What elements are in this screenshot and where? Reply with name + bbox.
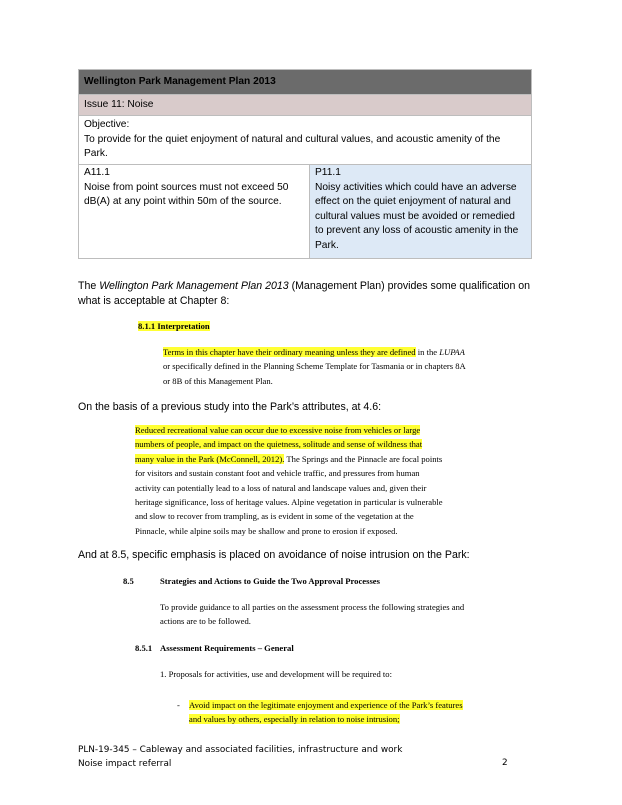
excerpt3-subsection-title: Assessment Requirements – General	[160, 643, 294, 653]
excerpt3-section-number: 8.5	[123, 576, 134, 586]
basis-paragraph: On the basis of a previous study into the Park’s attributes, at 4.6:	[78, 401, 382, 413]
excerpt2-body: Reduced recreational value can occur due to excessive noise from vehicles or large numbers of people, and impact on the quietness, solitude and sense of wildness that many value in the Park (McConnell, 2012). The Springs and the Pinnacle are focal points for visitors and sustain constant foot and vehicle traffic, and pressures from human activity can potentially lead to a loss of natural and landscape values and, given their heritage significance, loss of heritage values. Alpine vegetation in particular is vulnerable and slow to recover from trampling, as is evident in some of the vegetation at the Pinnacle, while alpine soils may be shallow and prone to erosion if exposed.	[135, 425, 443, 536]
excerpt1-lupaa: LUPAA	[439, 347, 465, 357]
acceptable-id: A11.1	[84, 167, 110, 178]
excerpt3-bullet-text: Avoid impact on the legitimate enjoyment and experience of the Park’s features and values by others, especially in relation to noise intrusion;	[189, 700, 463, 725]
bullet-dash: -	[177, 700, 180, 710]
intro-post: (Management Plan) provides some qualification on what is acceptable at Chapter 8:	[78, 280, 531, 307]
objective-label: Objective:	[84, 119, 130, 130]
table-standards-row	[79, 165, 531, 258]
excerpt1-body: Terms in this chapter have their ordinary meaning unless they are defined in the LUPAA or specifically defined in the Planning Scheme Template for Tasmania or in chapters 8A or 8B of this Management Plan.	[163, 347, 466, 386]
excerpt3-subsection-number: 8.5.1	[135, 643, 153, 653]
acceptable-text: Noise from point sources must not exceed 50 dB(A) at any point within 50m of the source.	[84, 181, 289, 207]
emphasis-paragraph: And at 8.5, specific emphasis is placed on avoidance of noise intrusion on the Park:	[78, 549, 470, 561]
table-objective-row	[79, 116, 531, 165]
intro-paragraph	[78, 279, 538, 309]
table-header: Wellington Park Management Plan 2013	[79, 70, 531, 95]
footer-reference: PLN-19-345 – Cableway and associated facilities, infrastructure and work	[78, 745, 403, 755]
intro-pre: The	[78, 280, 100, 292]
excerpt3-intro: To provide guidance to all parties on the assessment process the following strategies and actions are to be followed.	[160, 602, 465, 627]
performance-id: P11.1	[315, 167, 341, 178]
objective-text: To provide for the quiet enjoyment of natural and cultural values, and acoustic amenity of the Park.	[84, 133, 501, 159]
acceptable-solution-cell	[79, 165, 310, 258]
footer-title: Noise impact referral	[78, 758, 172, 769]
performance-text: Noisy activities which could have an adverse effect on the quiet enjoyment of natural and cultural values must be avoided or remedied to prevent any loss of acoustic amenity in the Park.	[315, 181, 519, 251]
page-number: 2	[502, 758, 508, 768]
excerpt3-section-title: Strategies and Actions to Guide the Two Approval Processes	[160, 576, 380, 586]
table-issue-row: Issue 11: Noise	[79, 95, 531, 116]
excerpt1-highlight: Terms in this chapter have their ordinary meaning unless they are defined	[163, 347, 416, 357]
intro-plan-title: Wellington Park Management Plan 2013	[99, 280, 289, 292]
excerpt3-item: 1. Proposals for activities, use and development will be required to:	[160, 669, 392, 679]
performance-criteria-cell	[310, 165, 531, 258]
page-footer	[78, 744, 402, 771]
excerpt1-heading: 8.1.1 Interpretation	[138, 321, 210, 331]
issue-table	[78, 69, 532, 259]
